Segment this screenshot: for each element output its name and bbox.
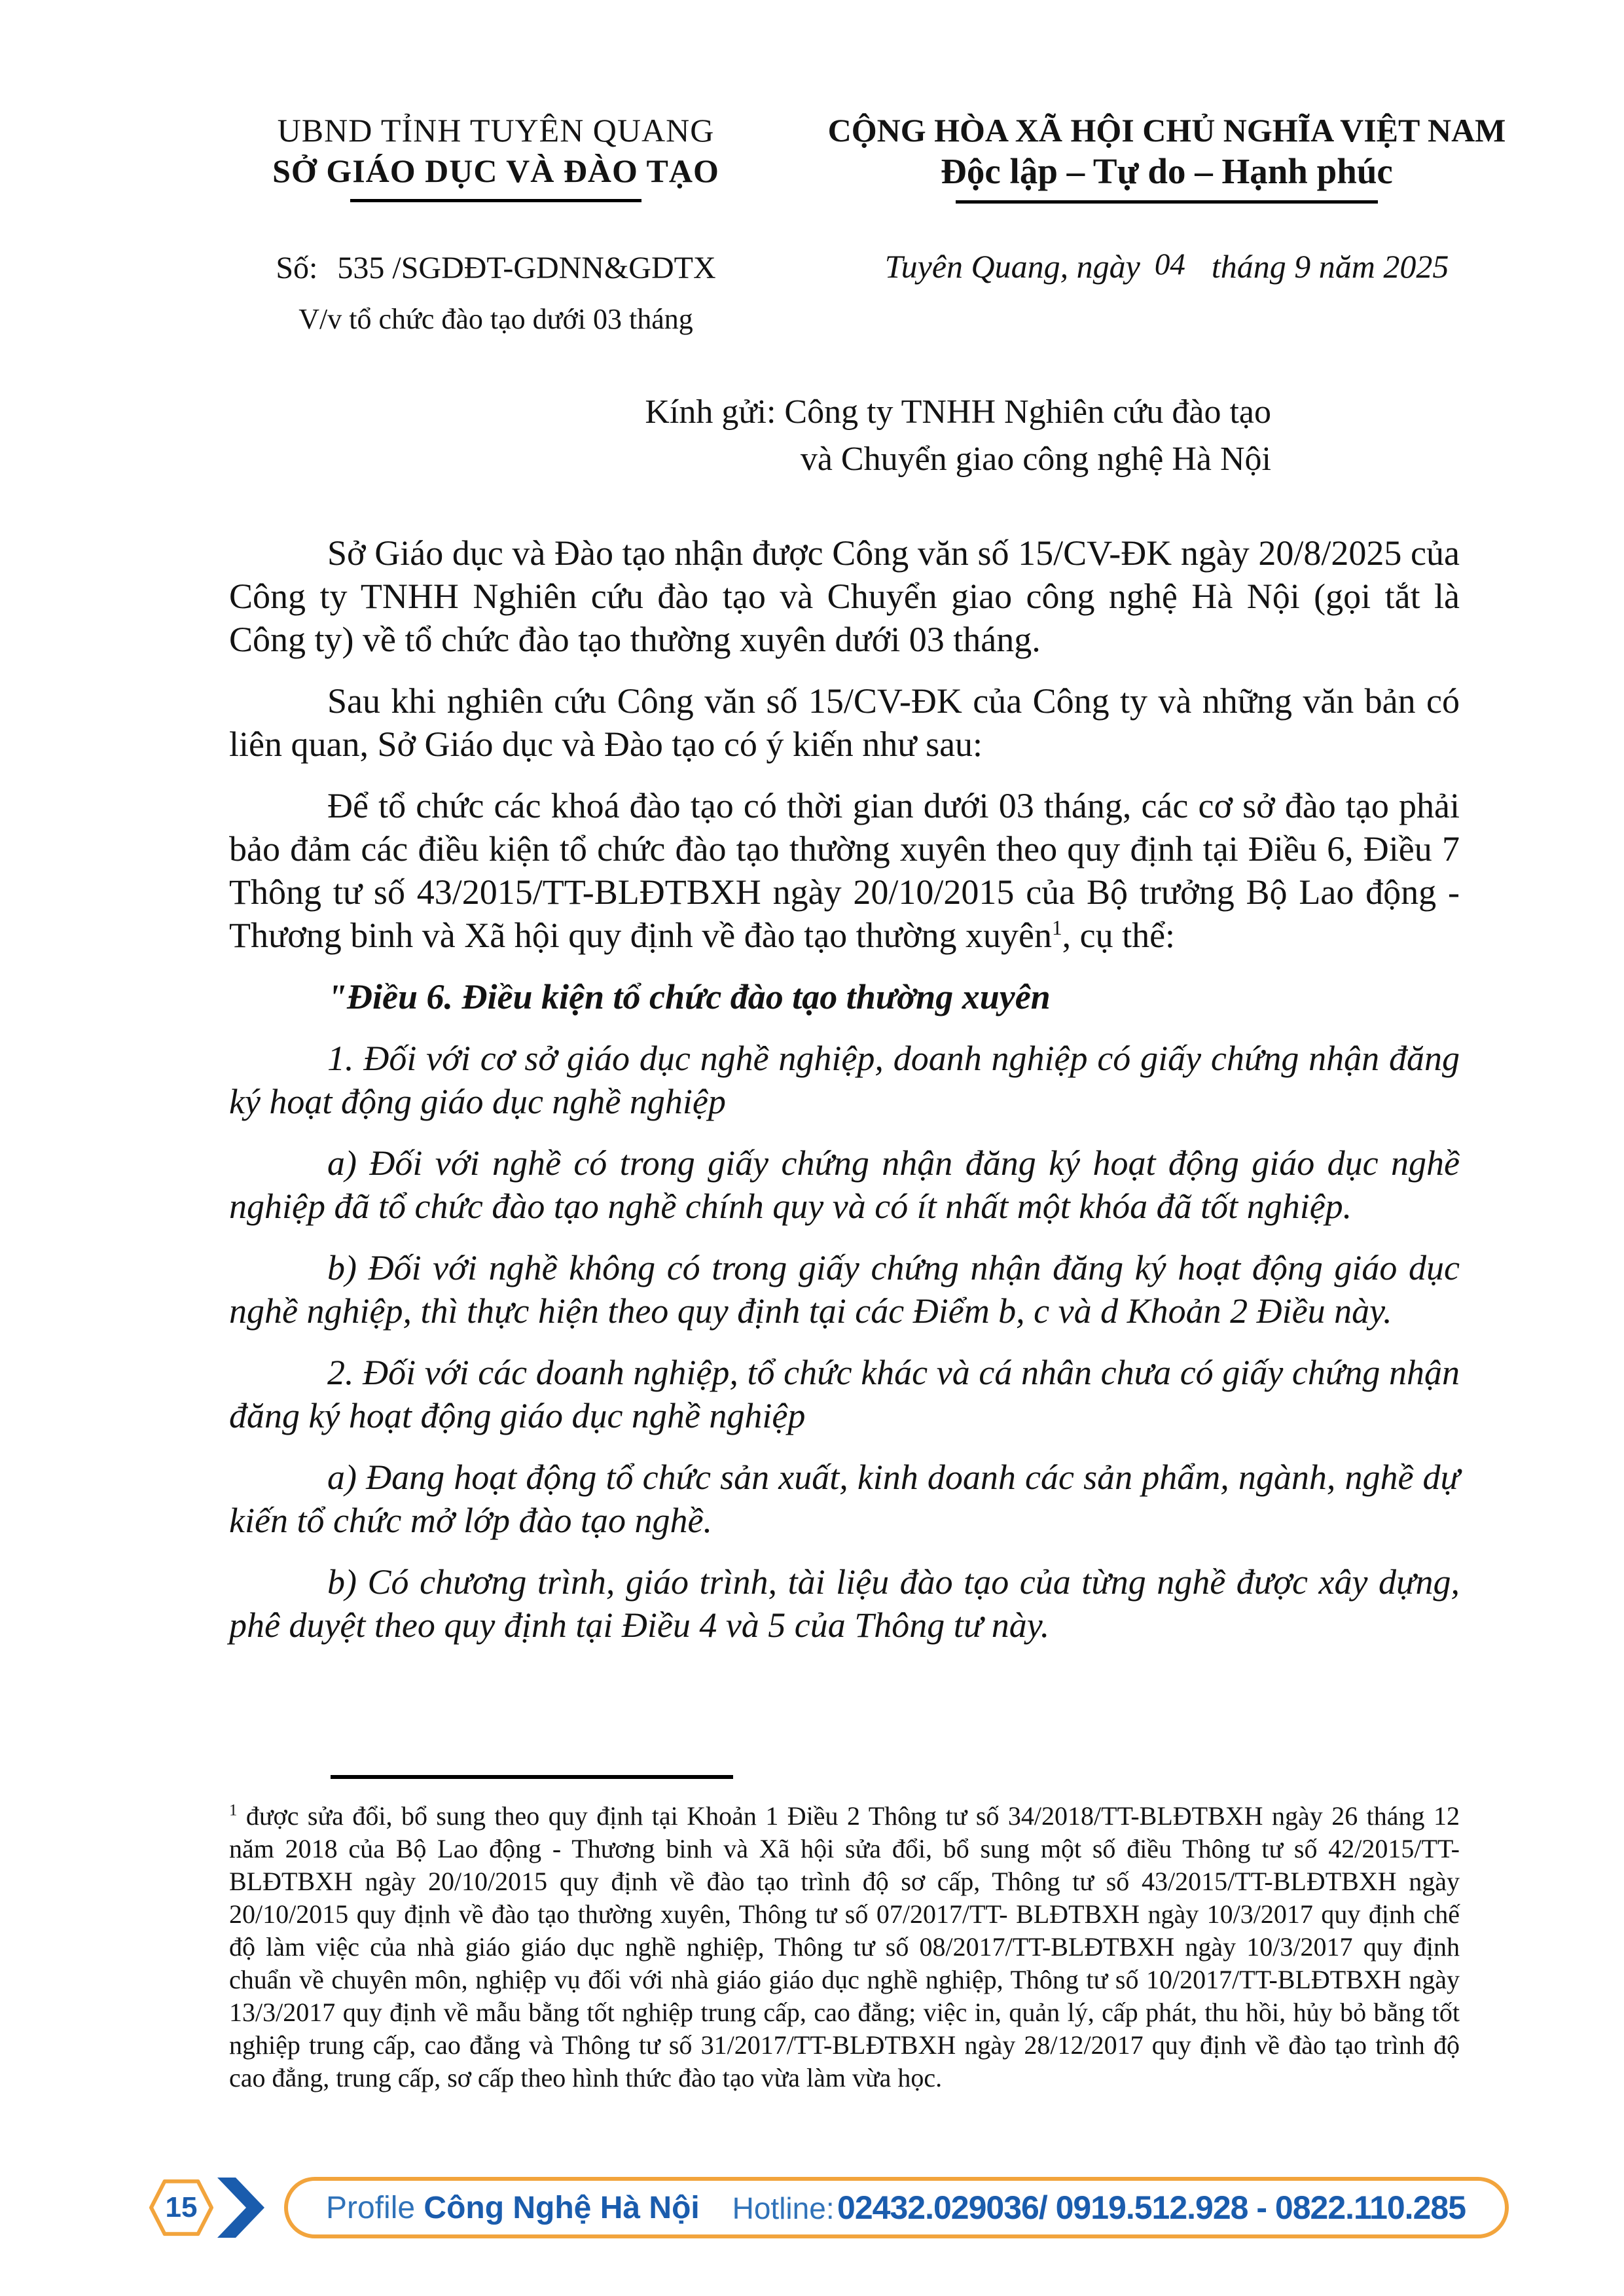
profile-title: [326, 2190, 700, 2226]
profile-footer-bar: [149, 2177, 1509, 2238]
quoted-clause: a) Đang hoạt động tổ chức sản xuất, kinh doanh các sản phẩm, ngành, nghề dự kiến tổ chức mở lớp đào tạo nghề.: [229, 1458, 1460, 1540]
quoted-clause: b) Đối với nghề không có trong giấy chứng nhận đăng ký hoạt động giáo dục nghề nghiệp, thì thực hiện theo quy định tại các Điểm b, c và d Khoản 2 Điều này.: [229, 1248, 1460, 1331]
quoted-clause: 1. Đối với cơ sở giáo dục nghề nghiệp, doanh nghiệp có giấy chứng nhận đăng ký hoạt động giáo dục nghề nghiệp: [229, 1039, 1460, 1121]
document-body: [229, 531, 1460, 1665]
paragraph-text: Để tổ chức các khoá đào tạo có thời gian dưới 03 tháng, các cơ sở đào tạo phải bảo đảm các điều kiện tổ chức đào tạo thường xuyên theo quy định tại Điều 6, Điều 7 Thông tư số 43/2015/TT-BLĐTBXH ngày 20/10/2015 của Bộ trưởng Bộ Lao động - Thương binh và Xã hội quy định về đào tạo thường xuyên: [229, 786, 1460, 955]
quoted-clause: b) Có chương trình, giáo trình, tài liệu đào tạo của từng nghề được xây dựng, phê duyệt theo quy định tại Điều 4 và 5 của Thông tư này.: [229, 1562, 1460, 1645]
footnote-text: [229, 1800, 1460, 2094]
agency-name: SỞ GIÁO DỤC VÀ ĐÀO TẠO: [272, 152, 719, 189]
document-subject: V/v tổ chức đào tạo dưới 03 tháng: [298, 303, 693, 335]
national-header-block: [785, 110, 1548, 287]
date-prefix: Tuyên Quang, ngày: [884, 248, 1140, 285]
agency-underline: [350, 199, 641, 202]
recipient-name-line1: Công ty TNHH Nghiên cứu đào tạo: [784, 393, 1271, 431]
footnote-separator: [331, 1775, 733, 1779]
quoted-clause: a) Đối với nghề có trong giấy chứng nhận đăng ký hoạt động giáo dục nghề nghiệp đã tổ chức đào tạo nghề chính quy và có ít nhất một khóa đã tốt nghiệp.: [229, 1143, 1460, 1226]
date-suffix: tháng 9 năm 2025: [1211, 248, 1449, 285]
motto-underline: [956, 200, 1378, 204]
profile-label: Profile: [326, 2190, 416, 2225]
profile-name: Công Nghệ Hà Nội: [424, 2190, 700, 2225]
parent-agency-name: UBND TỈNH TUYÊN QUANG: [277, 112, 715, 149]
footnote-marker: 1: [229, 1801, 238, 1820]
quoted-clause: 2. Đối với các doanh nghiệp, tổ chức khác và cá nhân chưa có giấy chứng nhận đăng ký hoạt động giáo dục nghề nghiệp: [229, 1353, 1460, 1435]
paragraph: Sở Giáo dục và Đào tạo nhận được Công văn số 15/CV-ĐK ngày 20/8/2025 của Công ty TNHH Nghiên cứu đào tạo và Chuyển giao công nghệ Hà Nội (gọi tắt là Công ty) về tổ chức đào tạo thường xuyên dưới 03 tháng.: [229, 533, 1460, 659]
place-date-line: [785, 247, 1548, 287]
recipient-name-line2: và Chuyển giao công nghệ Hà Nội: [800, 440, 1271, 478]
date-day: 04: [1154, 247, 1185, 281]
recipient-label: Kính gửi:: [645, 393, 776, 431]
quoted-article-heading: "Điều 6. Điều kiện tổ chức đào tạo thường xuyên: [327, 977, 1051, 1016]
footnote-body: được sửa đổi, bổ sung theo quy định tại Khoản 1 Điều 2 Thông tư số 34/2018/TT-BLĐTBXH ngày 26 tháng 12 năm 2018 của Bộ Lao động - Thương binh và Xã hội sửa đổi, bổ sung một số điều Thông tư số 42/2015/TT-BLĐTBXH ngày 20/10/2015 quy định về đào tạo trình độ sơ cấp, Thông tư số 43/2015/TT-BLĐTBXH ngày 20/10/2015 quy định về đào tạo thường xuyên, Thông tư số 07/2017/TT- BLĐTBXH ngày 10/3/2017 quy định chế độ làm việc của nhà giáo giáo dục nghề nghiệp, Thông tư số 08/2017/TT-BLĐTBXH ngày 10/3/2017 quy định chuẩn về chuyên môn, nghiệp vụ đối với nhà giáo giáo dục nghề nghiệp, Thông tư số 10/2017/TT-BLĐTBXH ngày 13/3/2017 quy định về mẫu bằng tốt nghiệp trung cấp, cao đẳng; việc in, quản lý, cấp phát, thu hồi, hủy bỏ bằng tốt nghiệp trung cấp, cao đẳng và Thông tư số 31/2017/TT-BLĐTBXH ngày 28/12/2017 quy định về đào tạo trình độ cao đẳng, trung cấp, sơ cấp theo hình thức đào tạo vừa làm vừa học.: [229, 1801, 1460, 2092]
recipient-block: [229, 389, 1271, 483]
footer-pill: [284, 2177, 1509, 2238]
national-title: CỘNG HÒA XÃ HỘI CHỦ NGHĨA VIỆT NAM: [827, 112, 1506, 149]
hotline-numbers: 02432.029036/ 0919.512.928 - 0822.110.285: [837, 2189, 1466, 2226]
national-motto: Độc lập – Tự do – Hạnh phúc: [941, 151, 1393, 191]
document-number-line: [196, 249, 795, 287]
hotline-label: Hotline:: [732, 2191, 835, 2225]
document-number-label: Số:: [276, 251, 318, 285]
issuing-agency-block: [196, 110, 795, 337]
recipient-line-1: [229, 389, 1271, 436]
hotline-info: [732, 2189, 1466, 2227]
paragraph-text: , cụ thể:: [1062, 916, 1176, 955]
page-number: 15: [165, 2191, 198, 2223]
document-header: [0, 110, 1624, 385]
paragraph: Sau khi nghiên cứu Công văn số 15/CV-ĐK của Công ty và những văn bản có liên quan, Sở Giáo dục và Đào tạo có ý kiến như sau:: [229, 681, 1460, 764]
footnote-section: [229, 1775, 1460, 2094]
chevron-right-icon: [216, 2178, 264, 2238]
document-number-value: 535 /SGDĐT-GDNN&GDTX: [337, 251, 716, 285]
paragraph: [229, 784, 1460, 957]
page-number-badge: [149, 2178, 213, 2237]
footnote-reference: 1: [1051, 916, 1062, 939]
